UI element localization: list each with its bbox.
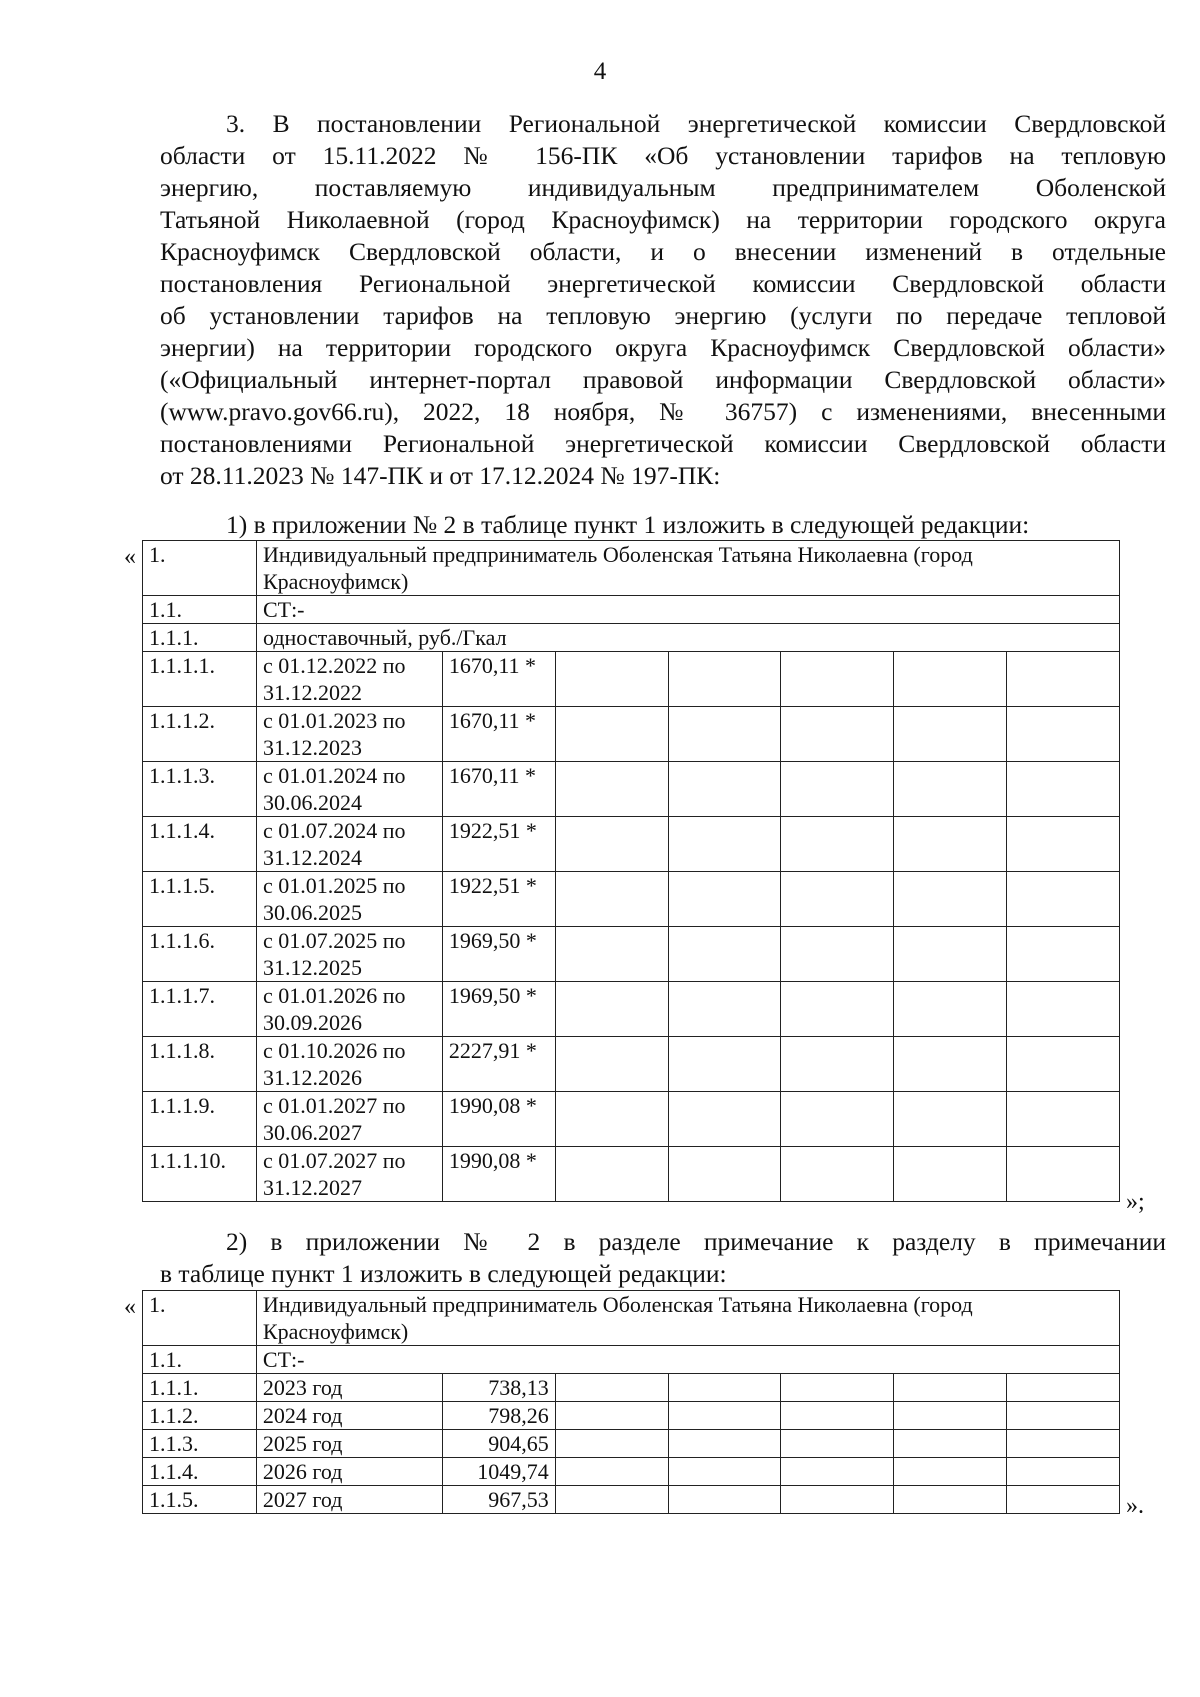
paragraph-line: постановлениями Региональной энергетической комиссии Свердловской области xyxy=(160,429,1166,458)
note-value: 798,26 xyxy=(442,1402,555,1430)
period-cell: с 01.07.2025 по 31.12.2025 xyxy=(256,927,442,982)
period-cell: с 01.01.2026 по 30.09.2026 xyxy=(256,982,442,1037)
paragraph-line: энергии) на территории городского округа Красноуфимск Свердловской области» xyxy=(160,333,1166,362)
note-value: 738,13 xyxy=(442,1374,555,1402)
table2-open-quote: « xyxy=(124,1294,136,1320)
tariff-value: 1990,08 * xyxy=(442,1147,555,1202)
row-number: 1.1.1. xyxy=(143,1374,257,1402)
period-cell: с 01.12.2022 по 31.12.2022 xyxy=(256,652,442,707)
period-cell: с 01.07.2027 по 31.12.2027 xyxy=(256,1147,442,1202)
paragraph-line: Татьяной Николаевной (город Красноуфимск) на территории городского округа xyxy=(160,205,1166,234)
row-number: 1.1. xyxy=(143,596,257,624)
row-number: 1.1.1.3. xyxy=(143,762,257,817)
table-row xyxy=(143,596,1120,624)
table1-close-quote: »; xyxy=(1126,1189,1145,1215)
table-row xyxy=(143,1486,1120,1514)
table-row xyxy=(143,652,1120,707)
row-number: 1.1.1.7. xyxy=(143,982,257,1037)
paragraph-line: энергию, поставляемую индивидуальным предпринимателем Оболенской xyxy=(160,173,1166,202)
row-number: 1.1.1.9. xyxy=(143,1092,257,1147)
row-text: СТ:- xyxy=(256,596,1119,624)
tariff-value: 1922,51 * xyxy=(442,872,555,927)
table-row xyxy=(143,1374,1120,1402)
year-cell: 2024 год xyxy=(256,1402,442,1430)
year-cell: 2025 год xyxy=(256,1430,442,1458)
tariff-value: 1969,50 * xyxy=(442,927,555,982)
tariff-value: 1670,11 * xyxy=(442,762,555,817)
row-number: 1.1.1.1. xyxy=(143,652,257,707)
table-header-row xyxy=(143,541,1120,596)
row-number: 1.1.1. xyxy=(143,624,257,652)
paragraph-line: от 28.11.2023 № 147-ПК и от 17.12.2024 № 197-ПК: xyxy=(160,461,721,490)
tariff-value: 2227,91 * xyxy=(442,1037,555,1092)
row-text: СТ:- xyxy=(256,1346,1119,1374)
paragraph-line: («Официальный интернет-портал правовой информации Свердловской области» xyxy=(160,365,1166,394)
table-row xyxy=(143,1458,1120,1486)
paragraph-line: 3. В постановлении Региональной энергетической комиссии Свердловской xyxy=(226,109,1166,138)
table-row xyxy=(143,1037,1120,1092)
note-value: 1049,74 xyxy=(442,1458,555,1486)
table-row xyxy=(143,1346,1120,1374)
row-number: 1.1.4. xyxy=(143,1458,257,1486)
row-number: 1.1.3. xyxy=(143,1430,257,1458)
subitem-2-line: в таблице пункт 1 изложить в следующей редакции: xyxy=(160,1259,727,1288)
period-cell: с 01.07.2024 по 31.12.2024 xyxy=(256,817,442,872)
tariff-table xyxy=(142,540,1120,1202)
period-cell: с 01.01.2024 по 30.06.2024 xyxy=(256,762,442,817)
table-row xyxy=(143,1402,1120,1430)
note-table xyxy=(142,1290,1120,1514)
row-number: 1.1.5. xyxy=(143,1486,257,1514)
subitem-1: 1) в приложении № 2 в таблице пункт 1 изложить в следующей редакции: xyxy=(226,510,1030,539)
paragraph-line: об установлении тарифов на тепловую энергию (услуги по передаче тепловой xyxy=(160,301,1166,330)
row-number: 1.1.1.10. xyxy=(143,1147,257,1202)
period-cell: с 01.01.2025 по 30.06.2025 xyxy=(256,872,442,927)
tariff-value: 1670,11 * xyxy=(442,652,555,707)
table-row xyxy=(143,1430,1120,1458)
paragraph-line: области от 15.11.2022 № 156-ПК «Об установлении тарифов на тепловую xyxy=(160,141,1166,170)
year-cell: 2023 год xyxy=(256,1374,442,1402)
table-row xyxy=(143,1092,1120,1147)
table1-open-quote: « xyxy=(124,544,136,570)
row-number: 1.1.1.8. xyxy=(143,1037,257,1092)
row-number: 1. xyxy=(143,541,257,596)
paragraph-3 xyxy=(160,108,1166,492)
row-number: 1.1.1.4. xyxy=(143,817,257,872)
table2-close-quote: ». xyxy=(1126,1493,1144,1519)
tariff-value: 1922,51 * xyxy=(442,817,555,872)
paragraph-line: Красноуфимск Свердловской области, и о внесении изменений в отдельные xyxy=(160,237,1166,266)
table-row xyxy=(143,872,1120,927)
paragraph-line: (www.pravo.gov66.ru), 2022, 18 ноября, № 36757) с изменениями, внесенными xyxy=(160,397,1166,426)
row-number: 1.1.1.5. xyxy=(143,872,257,927)
table-row xyxy=(143,762,1120,817)
table-row xyxy=(143,982,1120,1037)
paragraph-line: постановления Региональной энергетической комиссии Свердловской области xyxy=(160,269,1166,298)
tariff-value: 1670,11 * xyxy=(442,707,555,762)
table-row xyxy=(143,817,1120,872)
period-cell: с 01.01.2027 по 30.06.2027 xyxy=(256,1092,442,1147)
year-cell: 2027 год xyxy=(256,1486,442,1514)
table-row xyxy=(143,624,1120,652)
period-cell: с 01.01.2023 по 31.12.2023 xyxy=(256,707,442,762)
row-number: 1.1. xyxy=(143,1346,257,1374)
table-row xyxy=(143,707,1120,762)
page-number: 4 xyxy=(593,58,607,85)
year-cell: 2026 год xyxy=(256,1458,442,1486)
tariff-value: 1969,50 * xyxy=(442,982,555,1037)
row-number: 1.1.2. xyxy=(143,1402,257,1430)
row-number: 1. xyxy=(143,1291,257,1346)
period-cell: с 01.10.2026 по 31.12.2026 xyxy=(256,1037,442,1092)
supplier-name: Индивидуальный предприниматель Оболенская Татьяна Николаевна (город Красноуфимск) xyxy=(256,541,1119,596)
table-header-row xyxy=(143,1291,1120,1346)
note-value: 904,65 xyxy=(442,1430,555,1458)
tariff-value: 1990,08 * xyxy=(442,1092,555,1147)
row-number: 1.1.1.2. xyxy=(143,707,257,762)
supplier-name: Индивидуальный предприниматель Оболенская Татьяна Николаевна (город Красноуфимск) xyxy=(256,1291,1119,1346)
row-number: 1.1.1.6. xyxy=(143,927,257,982)
table-row xyxy=(143,1147,1120,1202)
note-value: 967,53 xyxy=(442,1486,555,1514)
row-text: одноставочный, руб./Гкал xyxy=(256,624,1119,652)
table-row xyxy=(143,927,1120,982)
subitem-2-line: 2) в приложении № 2 в разделе примечание к разделу в примечании xyxy=(226,1227,1166,1256)
